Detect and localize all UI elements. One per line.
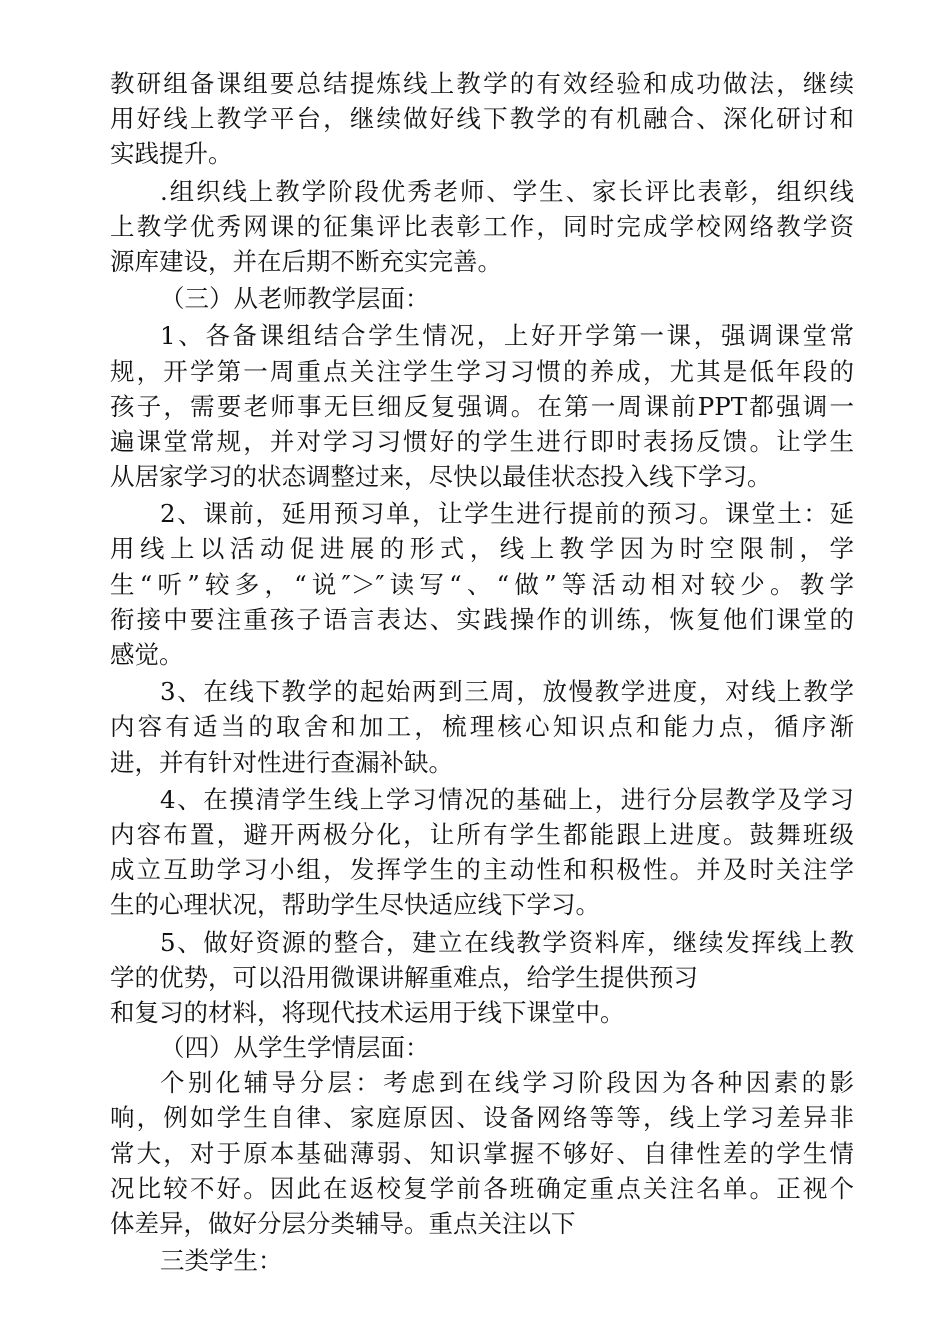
- paragraph-three-types: [110, 1243, 854, 1278]
- text-line: .组织线上教学阶段优秀老师、学生、家长评比表彰，组织线: [160, 176, 854, 206]
- text-line: 5、做好资源的整合，建立在线教学资料库，继续发挥线上教: [160, 927, 854, 957]
- text-line: 规，开学第一周重点关注学生学习习惯的养成，尤其是低年段的: [110, 356, 854, 386]
- section-heading: （四）从学生学情层面：: [160, 1033, 430, 1063]
- list-item-5: [110, 925, 854, 1031]
- text-line: 衔接中要注重孩子语言表达、实践操作的训练，恢复他们课堂的: [110, 604, 854, 634]
- text-line: 响，例如学生自律、家庭原因、设备网络等等，线上学习差异非: [110, 1103, 854, 1133]
- list-item-4: [110, 782, 854, 923]
- text-line: 教研组备课组要总结提炼线上教学的有效经验和成功做法，继续: [110, 69, 854, 98]
- text-line: 实践提升。: [110, 139, 233, 169]
- text-line: 况比较不好。因此在返校复学前各班确定重点关注名单。正视个: [110, 1173, 854, 1203]
- list-item-2: [110, 496, 854, 672]
- text-line: 感觉。: [110, 640, 184, 669]
- text-line: 常大，对于原本基础薄弱、知识掌握不够好、自律性差的学生情: [110, 1138, 854, 1168]
- list-item-1: [110, 318, 854, 494]
- text-line: 内容布置，避开两极分化，让所有学生都能跟上进度。鼓舞班级: [110, 819, 854, 849]
- text-line: 4、在摸清学生线上学习情况的基础上，进行分层教学及学习: [160, 784, 854, 814]
- text-line: 个别化辅导分层：考虑到在线学习阶段因为各种因素的影: [160, 1068, 854, 1098]
- text-line: 用线上以活动促进展的形式，线上教学因为时空限制，学: [110, 534, 854, 564]
- paragraph-award-resources: [110, 174, 854, 280]
- text-line: 源库建设，并在后期不断充实完善。: [110, 246, 502, 276]
- text-line: 和复习的材料，将现代技术运用于线下课堂中。: [110, 997, 625, 1027]
- text-line: 孩子，需要老师事无巨细反复强调。在第一周课前PPT都强调一: [110, 391, 854, 421]
- text-line: 生“听”较多，“说″＞″读写“、“做”等活动相对较少。教学: [110, 569, 854, 599]
- section-heading: （三）从老师教学层面：: [160, 284, 430, 314]
- list-item-3: [110, 674, 854, 780]
- text-line: 3、在线下教学的起始两到三周，放慢教学进度，对线上教学: [160, 677, 854, 707]
- text-line: 遍课堂常规，并对学习习惯好的学生进行即时表扬反馈。让学生: [110, 426, 854, 456]
- text-line: 体差异，做好分层分类辅导。重点关注以下: [110, 1209, 576, 1238]
- text-line: 进，并有针对性进行查漏补缺。: [110, 747, 453, 777]
- text-line: 三类学生：: [160, 1246, 283, 1276]
- paragraph-individual-tutoring: [110, 1065, 854, 1241]
- text-line: 学的优势，可以沿用微课讲解重难点，给学生提供预习: [110, 962, 698, 992]
- text-line: 成立互助学习小组，发挥学生的主动性和积极性。并及时关注学: [110, 855, 854, 885]
- text-line: 1、各备课组结合学生情况，上好开学第一课，强调课堂常: [160, 321, 854, 351]
- section-heading-student: [110, 1030, 854, 1065]
- text-line: 用好线上教学平台，继续做好线下教学的有机融合、深化研讨和: [110, 104, 854, 134]
- text-line: 2、课前，延用预习单，让学生进行提前的预习。课堂土：延: [160, 499, 854, 529]
- text-line: 生的心理状况，帮助学生尽快适应线下学习。: [110, 890, 600, 920]
- text-line: 从居家学习的状态调整过来，尽快以最佳状态投入线下学习。: [110, 462, 772, 492]
- paragraph-online-experience: [110, 66, 854, 172]
- text-line: 内容有适当的取舍和加工，梳理核心知识点和能力点，循序渐: [110, 712, 854, 742]
- text-line: 上教学优秀网课的征集评比表彰工作，同时完成学校网络教学资: [110, 211, 854, 241]
- section-heading-teacher: [110, 281, 854, 316]
